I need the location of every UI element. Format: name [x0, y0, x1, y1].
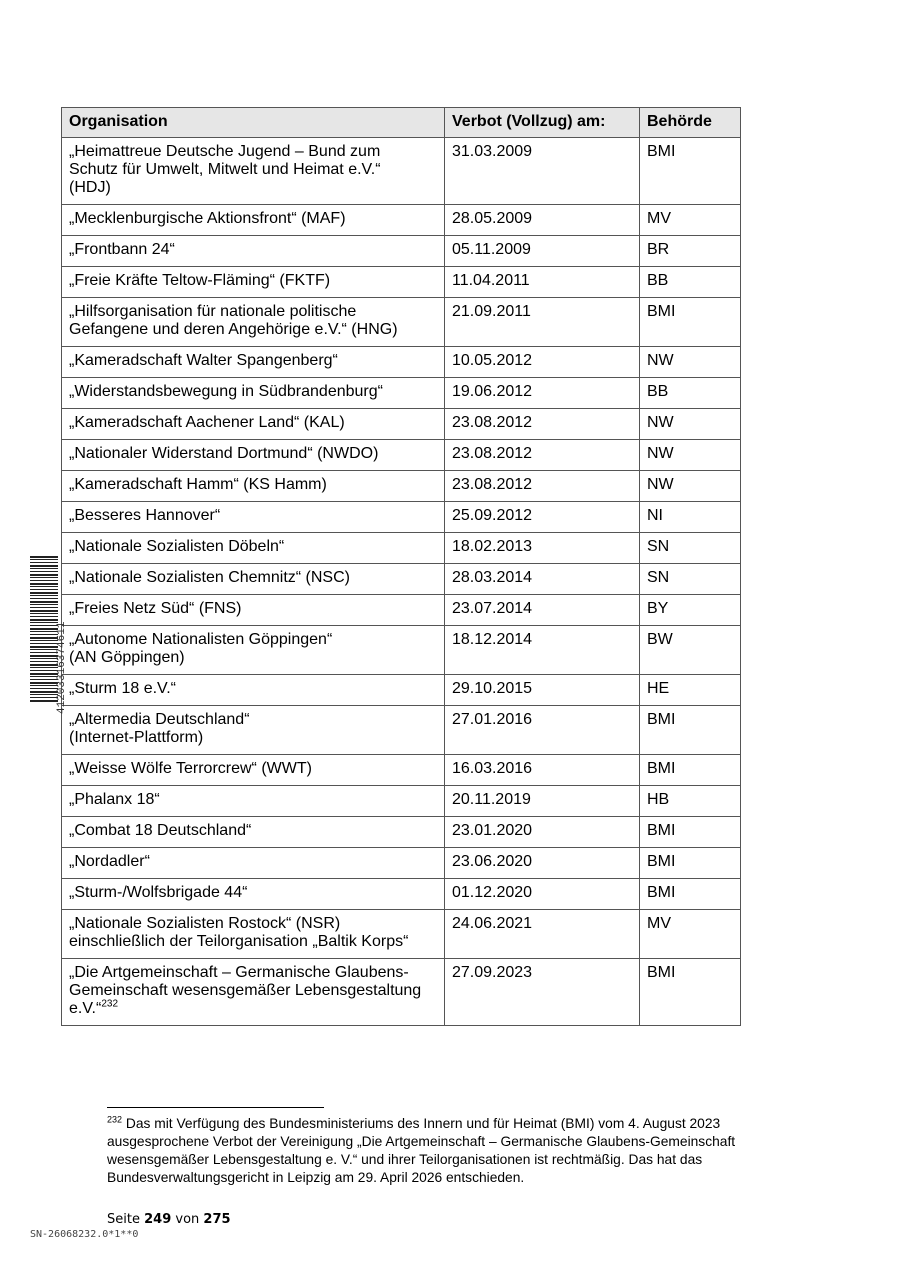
cell-authority: BB	[640, 267, 741, 298]
cell-organisation	[62, 675, 445, 706]
cell-organisation	[62, 347, 445, 378]
organisations-table	[61, 107, 741, 1026]
cell-ban-date: 10.05.2012	[445, 347, 640, 378]
cell-organisation	[62, 409, 445, 440]
cell-authority: BMI	[640, 879, 741, 910]
cell-authority: HB	[640, 786, 741, 817]
cell-authority: SN	[640, 533, 741, 564]
organisation-name: „Autonome Nationalisten Göppingen“ (AN Göppingen)	[69, 631, 333, 666]
cell-ban-date: 24.06.2021	[445, 910, 640, 959]
table-row	[62, 879, 741, 910]
cell-ban-date: 11.04.2011	[445, 267, 640, 298]
table-row	[62, 471, 741, 502]
cell-authority: BMI	[640, 138, 741, 205]
cell-organisation	[62, 440, 445, 471]
cell-organisation	[62, 786, 445, 817]
table-row	[62, 298, 741, 347]
cell-organisation	[62, 267, 445, 298]
footnote-reference[interactable]: 232	[101, 998, 119, 1010]
cell-authority: BMI	[640, 706, 741, 755]
organisation-name: „Nordadler“	[69, 853, 150, 870]
organisation-name: „Kameradschaft Walter Spangenberg“	[69, 352, 338, 369]
page-current: 249	[144, 1212, 172, 1227]
cell-authority: HE	[640, 675, 741, 706]
cell-organisation	[62, 564, 445, 595]
cell-organisation	[62, 378, 445, 409]
cell-organisation	[62, 879, 445, 910]
cell-authority: MV	[640, 910, 741, 959]
organisation-name: „Phalanx 18“	[69, 791, 160, 808]
table-row	[62, 675, 741, 706]
cell-authority: BMI	[640, 959, 741, 1026]
cell-ban-date: 16.03.2016	[445, 755, 640, 786]
table-row	[62, 848, 741, 879]
page-prefix: Seite	[107, 1212, 140, 1227]
cell-authority: BY	[640, 595, 741, 626]
footnote	[107, 1115, 787, 1187]
table-row	[62, 440, 741, 471]
document-id: SN-26068232.0*1**0	[30, 1229, 139, 1240]
cell-ban-date: 21.09.2011	[445, 298, 640, 347]
table-row	[62, 267, 741, 298]
table-row	[62, 205, 741, 236]
cell-ban-date: 18.02.2013	[445, 533, 640, 564]
organisation-name: „Hilfsorganisation für nationale politische Gefangene und deren Angehörige e.V.“ (HNG)	[69, 303, 398, 338]
organisation-name: „Frontbann 24“	[69, 241, 175, 258]
table-row	[62, 236, 741, 267]
cell-organisation	[62, 471, 445, 502]
cell-organisation	[62, 959, 445, 1026]
organisation-name: „Combat 18 Deutschland“	[69, 822, 252, 839]
cell-authority: NI	[640, 502, 741, 533]
cell-ban-date: 28.05.2009	[445, 205, 640, 236]
cell-ban-date: 27.09.2023	[445, 959, 640, 1026]
table-row	[62, 595, 741, 626]
cell-ban-date: 18.12.2014	[445, 626, 640, 675]
cell-authority: NW	[640, 409, 741, 440]
cell-ban-date: 23.08.2012	[445, 471, 640, 502]
organisation-name: „Widerstandsbewegung in Südbrandenburg“	[69, 383, 383, 400]
cell-authority: NW	[640, 440, 741, 471]
cell-ban-date: 23.07.2014	[445, 595, 640, 626]
organisation-name: „Besseres Hannover“	[69, 507, 221, 524]
cell-ban-date: 23.08.2012	[445, 409, 640, 440]
cell-ban-date: 25.09.2012	[445, 502, 640, 533]
cell-ban-date: 28.03.2014	[445, 564, 640, 595]
organisation-name: „Freie Kräfte Teltow-Fläming“ (FKTF)	[69, 272, 331, 289]
cell-ban-date: 27.01.2016	[445, 706, 640, 755]
margin-barcode-number: 41203316374611	[56, 621, 68, 714]
footnote-text: Das mit Verfügung des Bundesministeriums des Innern und für Heimat (BMI) vom 4. August 2023 ausgesprochene Verbot der Vereinigung „Die Artgemeinschaft – Germanische Glaubens-Gemeinschaft wesensgemäßer Lebensgestaltung e. V.“ und ihrer Teilorganisationen ist rechtmäßig. Das hat das Bundesverwaltungsgericht in Leipzig am 29. April 2026 entschieden.	[107, 1116, 736, 1185]
cell-ban-date: 19.06.2012	[445, 378, 640, 409]
cell-ban-date: 31.03.2009	[445, 138, 640, 205]
table-row	[62, 138, 741, 205]
table-row	[62, 502, 741, 533]
organisation-name: „Nationale Sozialisten Döbeln“	[69, 538, 285, 555]
header-authority: Behörde	[640, 108, 741, 138]
organisation-name: „Sturm 18 e.V.“	[69, 680, 177, 697]
cell-organisation	[62, 205, 445, 236]
footnote-number: 232	[107, 1114, 123, 1125]
table-row	[62, 959, 741, 1026]
table-row	[62, 533, 741, 564]
table-row	[62, 409, 741, 440]
cell-organisation	[62, 595, 445, 626]
cell-authority: BMI	[640, 298, 741, 347]
page-total: 275	[203, 1212, 231, 1227]
table-header-row	[62, 108, 741, 138]
cell-authority: BW	[640, 626, 741, 675]
cell-organisation	[62, 755, 445, 786]
table-row	[62, 786, 741, 817]
cell-authority: BMI	[640, 817, 741, 848]
organisation-name: „Kameradschaft Hamm“ (KS Hamm)	[69, 476, 327, 493]
cell-organisation	[62, 533, 445, 564]
cell-authority: SN	[640, 564, 741, 595]
table-row	[62, 626, 741, 675]
organisation-name: „Nationale Sozialisten Chemnitz“ (NSC)	[69, 569, 350, 586]
cell-organisation	[62, 848, 445, 879]
cell-organisation	[62, 138, 445, 205]
cell-ban-date: 29.10.2015	[445, 675, 640, 706]
organisation-name: „Freies Netz Süd“ (FNS)	[69, 600, 242, 617]
table-row	[62, 817, 741, 848]
cell-authority: BMI	[640, 848, 741, 879]
margin-barcode	[30, 556, 58, 702]
cell-authority: BMI	[640, 755, 741, 786]
organisation-name: „Nationaler Widerstand Dortmund“ (NWDO)	[69, 445, 379, 462]
cell-authority: MV	[640, 205, 741, 236]
organisation-name: „Die Artgemeinschaft – Germanische Glaubens- Gemeinschaft wesensgemäßer Lebensgestaltung e.V.“	[69, 964, 422, 1017]
cell-ban-date: 20.11.2019	[445, 786, 640, 817]
cell-ban-date: 23.01.2020	[445, 817, 640, 848]
table-row	[62, 755, 741, 786]
table-row	[62, 378, 741, 409]
header-ban-date: Verbot (Vollzug) am:	[445, 108, 640, 138]
footnote-separator	[107, 1107, 324, 1108]
cell-organisation	[62, 706, 445, 755]
cell-authority: NW	[640, 347, 741, 378]
cell-authority: BR	[640, 236, 741, 267]
organisation-name: „Heimattreue Deutsche Jugend – Bund zum Schutz für Umwelt, Mitwelt und Heimat e.V.“ (HDJ)	[69, 143, 381, 196]
organisation-name: „Sturm-/Wolfsbrigade 44“	[69, 884, 248, 901]
cell-authority: NW	[640, 471, 741, 502]
header-organisation: Organisation	[62, 108, 445, 138]
cell-ban-date: 23.06.2020	[445, 848, 640, 879]
cell-organisation	[62, 626, 445, 675]
organisation-name: „Nationale Sozialisten Rostock“ (NSR) einschließlich der Teilorganisation „Baltik Korps“	[69, 915, 409, 950]
cell-organisation	[62, 236, 445, 267]
cell-organisation	[62, 298, 445, 347]
organisation-name: „Mecklenburgische Aktionsfront“ (MAF)	[69, 210, 346, 227]
table-row	[62, 564, 741, 595]
cell-organisation	[62, 817, 445, 848]
table-row	[62, 347, 741, 378]
organisation-name: „Kameradschaft Aachener Land“ (KAL)	[69, 414, 345, 431]
cell-ban-date: 05.11.2009	[445, 236, 640, 267]
cell-organisation	[62, 502, 445, 533]
organisation-name: „Altermedia Deutschland“ (Internet-Plattform)	[69, 711, 250, 746]
cell-authority: BB	[640, 378, 741, 409]
cell-ban-date: 01.12.2020	[445, 879, 640, 910]
organisation-name: „Weisse Wölfe Terrorcrew“ (WWT)	[69, 760, 312, 777]
page-number	[107, 1212, 231, 1227]
table-row	[62, 706, 741, 755]
page-separator: von	[175, 1212, 200, 1227]
cell-organisation	[62, 910, 445, 959]
table-row	[62, 910, 741, 959]
cell-ban-date: 23.08.2012	[445, 440, 640, 471]
